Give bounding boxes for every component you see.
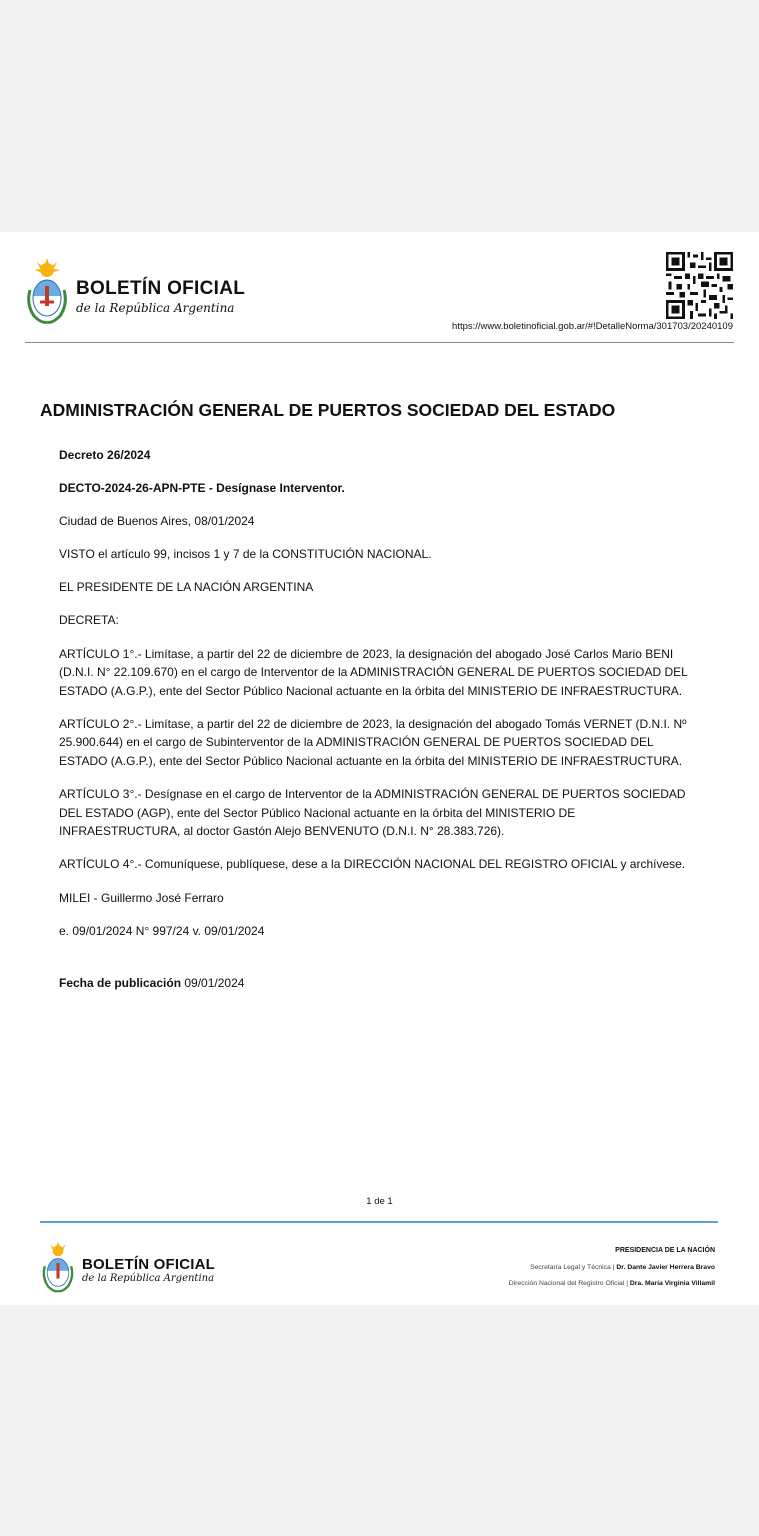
document-url[interactable]: https://www.boletinoficial.gob.ar/#!DetalleNorma/301703/20240109 bbox=[452, 321, 733, 332]
footer-brand-title: BOLETÍN OFICIAL bbox=[82, 1256, 215, 1273]
header-divider bbox=[25, 342, 734, 343]
publication-value: 09/01/2024 bbox=[184, 976, 245, 991]
edition-line: e. 09/01/2024 N° 997/24 v. 09/01/2024 bbox=[59, 923, 265, 938]
footer-divider bbox=[40, 1221, 718, 1223]
place-date: Ciudad de Buenos Aires, 08/01/2024 bbox=[59, 514, 255, 529]
page-indicator: 1 de 1 bbox=[366, 1196, 393, 1207]
president-line: EL PRESIDENTE DE LA NACIÓN ARGENTINA bbox=[59, 580, 314, 595]
credit-2-label: Dirección Nacional del Registro Oficial bbox=[508, 1280, 625, 1287]
decree-reference: DECTO-2024-26-APN-PTE - Desígnase Interventor. bbox=[59, 481, 345, 496]
footer-credit-line-2: Dirección Nacional del Registro Oficial | Dra. María Virginia Villamil bbox=[508, 1280, 715, 1287]
visto-paragraph: VISTO el artículo 99, incisos 1 y 7 de la CONSTITUCIÓN NACIONAL. bbox=[59, 547, 432, 562]
article-2: ARTÍCULO 2°.- Limítase, a partir del 22 de diciembre de 2023, la designación del abogado Tomás VERNET (D.N.I. Nº 25.900.644) en el cargo de Subinterventor de la ADMINISTRACIÓN GENERAL DE PUERTOS SOCIEDAD DEL ESTADO (A.G.P.), ente del Sector Público Nacional actuante en la órbita del MINISTERIO DE INFRAESTRUCTURA. bbox=[59, 716, 687, 769]
signatures: MILEI - Guillermo José Ferraro bbox=[59, 890, 224, 905]
qr-code-icon[interactable] bbox=[666, 252, 733, 319]
credit-2-name: Dra. María Virginia Villamil bbox=[629, 1280, 715, 1287]
document-title: ADMINISTRACIÓN GENERAL DE PUERTOS SOCIEDAD DEL ESTADO bbox=[40, 400, 616, 420]
footer-coat-of-arms-icon bbox=[40, 1240, 76, 1294]
publication-date bbox=[59, 974, 699, 993]
footer-brand-subtitle: de la República Argentina bbox=[82, 1273, 215, 1284]
decreta-line: DECRETA: bbox=[59, 613, 119, 628]
header-brand-subtitle: de la República Argentina bbox=[76, 301, 235, 315]
article-4: ARTÍCULO 4°.- Comuníquese, publíquese, dese a la DIRECCIÓN NACIONAL DEL REGISTRO OFICIAL y archívese. bbox=[59, 857, 686, 872]
publication-label: Fecha de publicación bbox=[59, 976, 182, 991]
footer-credits bbox=[509, 1243, 715, 1293]
document-page bbox=[0, 232, 759, 1305]
credit-1-name: Dr. Dante Javier Herrera Bravo bbox=[616, 1263, 715, 1271]
header-brand-title: BOLETÍN OFICIAL bbox=[76, 278, 246, 299]
credit-1-label: Secretaría Legal y Técnica bbox=[530, 1263, 611, 1271]
coat-of-arms-icon bbox=[24, 256, 70, 326]
article-1: ARTÍCULO 1°.- Limítase, a partir del 22 de diciembre de 2023, la designación del abogado José Carlos Mario BENI (D.N.I. N° 22.109.670) en el cargo de Interventor de la ADMINISTRACIÓN GENERAL DE PUERTOS SOCIEDAD DEL ESTADO (A.G.P.), ente del Sector Público Nacional actuante en la órbita del MINISTERIO DE INFRAESTRUCTURA. bbox=[59, 646, 688, 698]
article-3: ARTÍCULO 3°.- Desígnase en el cargo de Interventor de la ADMINISTRACIÓN GENERAL DE PUERTOS SOCIEDAD DEL ESTADO (AGP), ente del Sector Público Nacional actuante en la órbita del MINISTERIO DE INFRAESTRUCTURA, al doctor Gastón Alejo BENVENUTO (D.N.I. N° 28.383.726). bbox=[59, 787, 686, 839]
footer-credit-line-1: Secretaría Legal y Técnica | Dr. Dante Javier Herrera Bravo bbox=[530, 1263, 715, 1271]
footer-presidency: PRESIDENCIA DE LA NACIÓN bbox=[615, 1247, 715, 1254]
decree-number: Decreto 26/2024 bbox=[59, 448, 151, 462]
document-body bbox=[59, 446, 699, 1007]
